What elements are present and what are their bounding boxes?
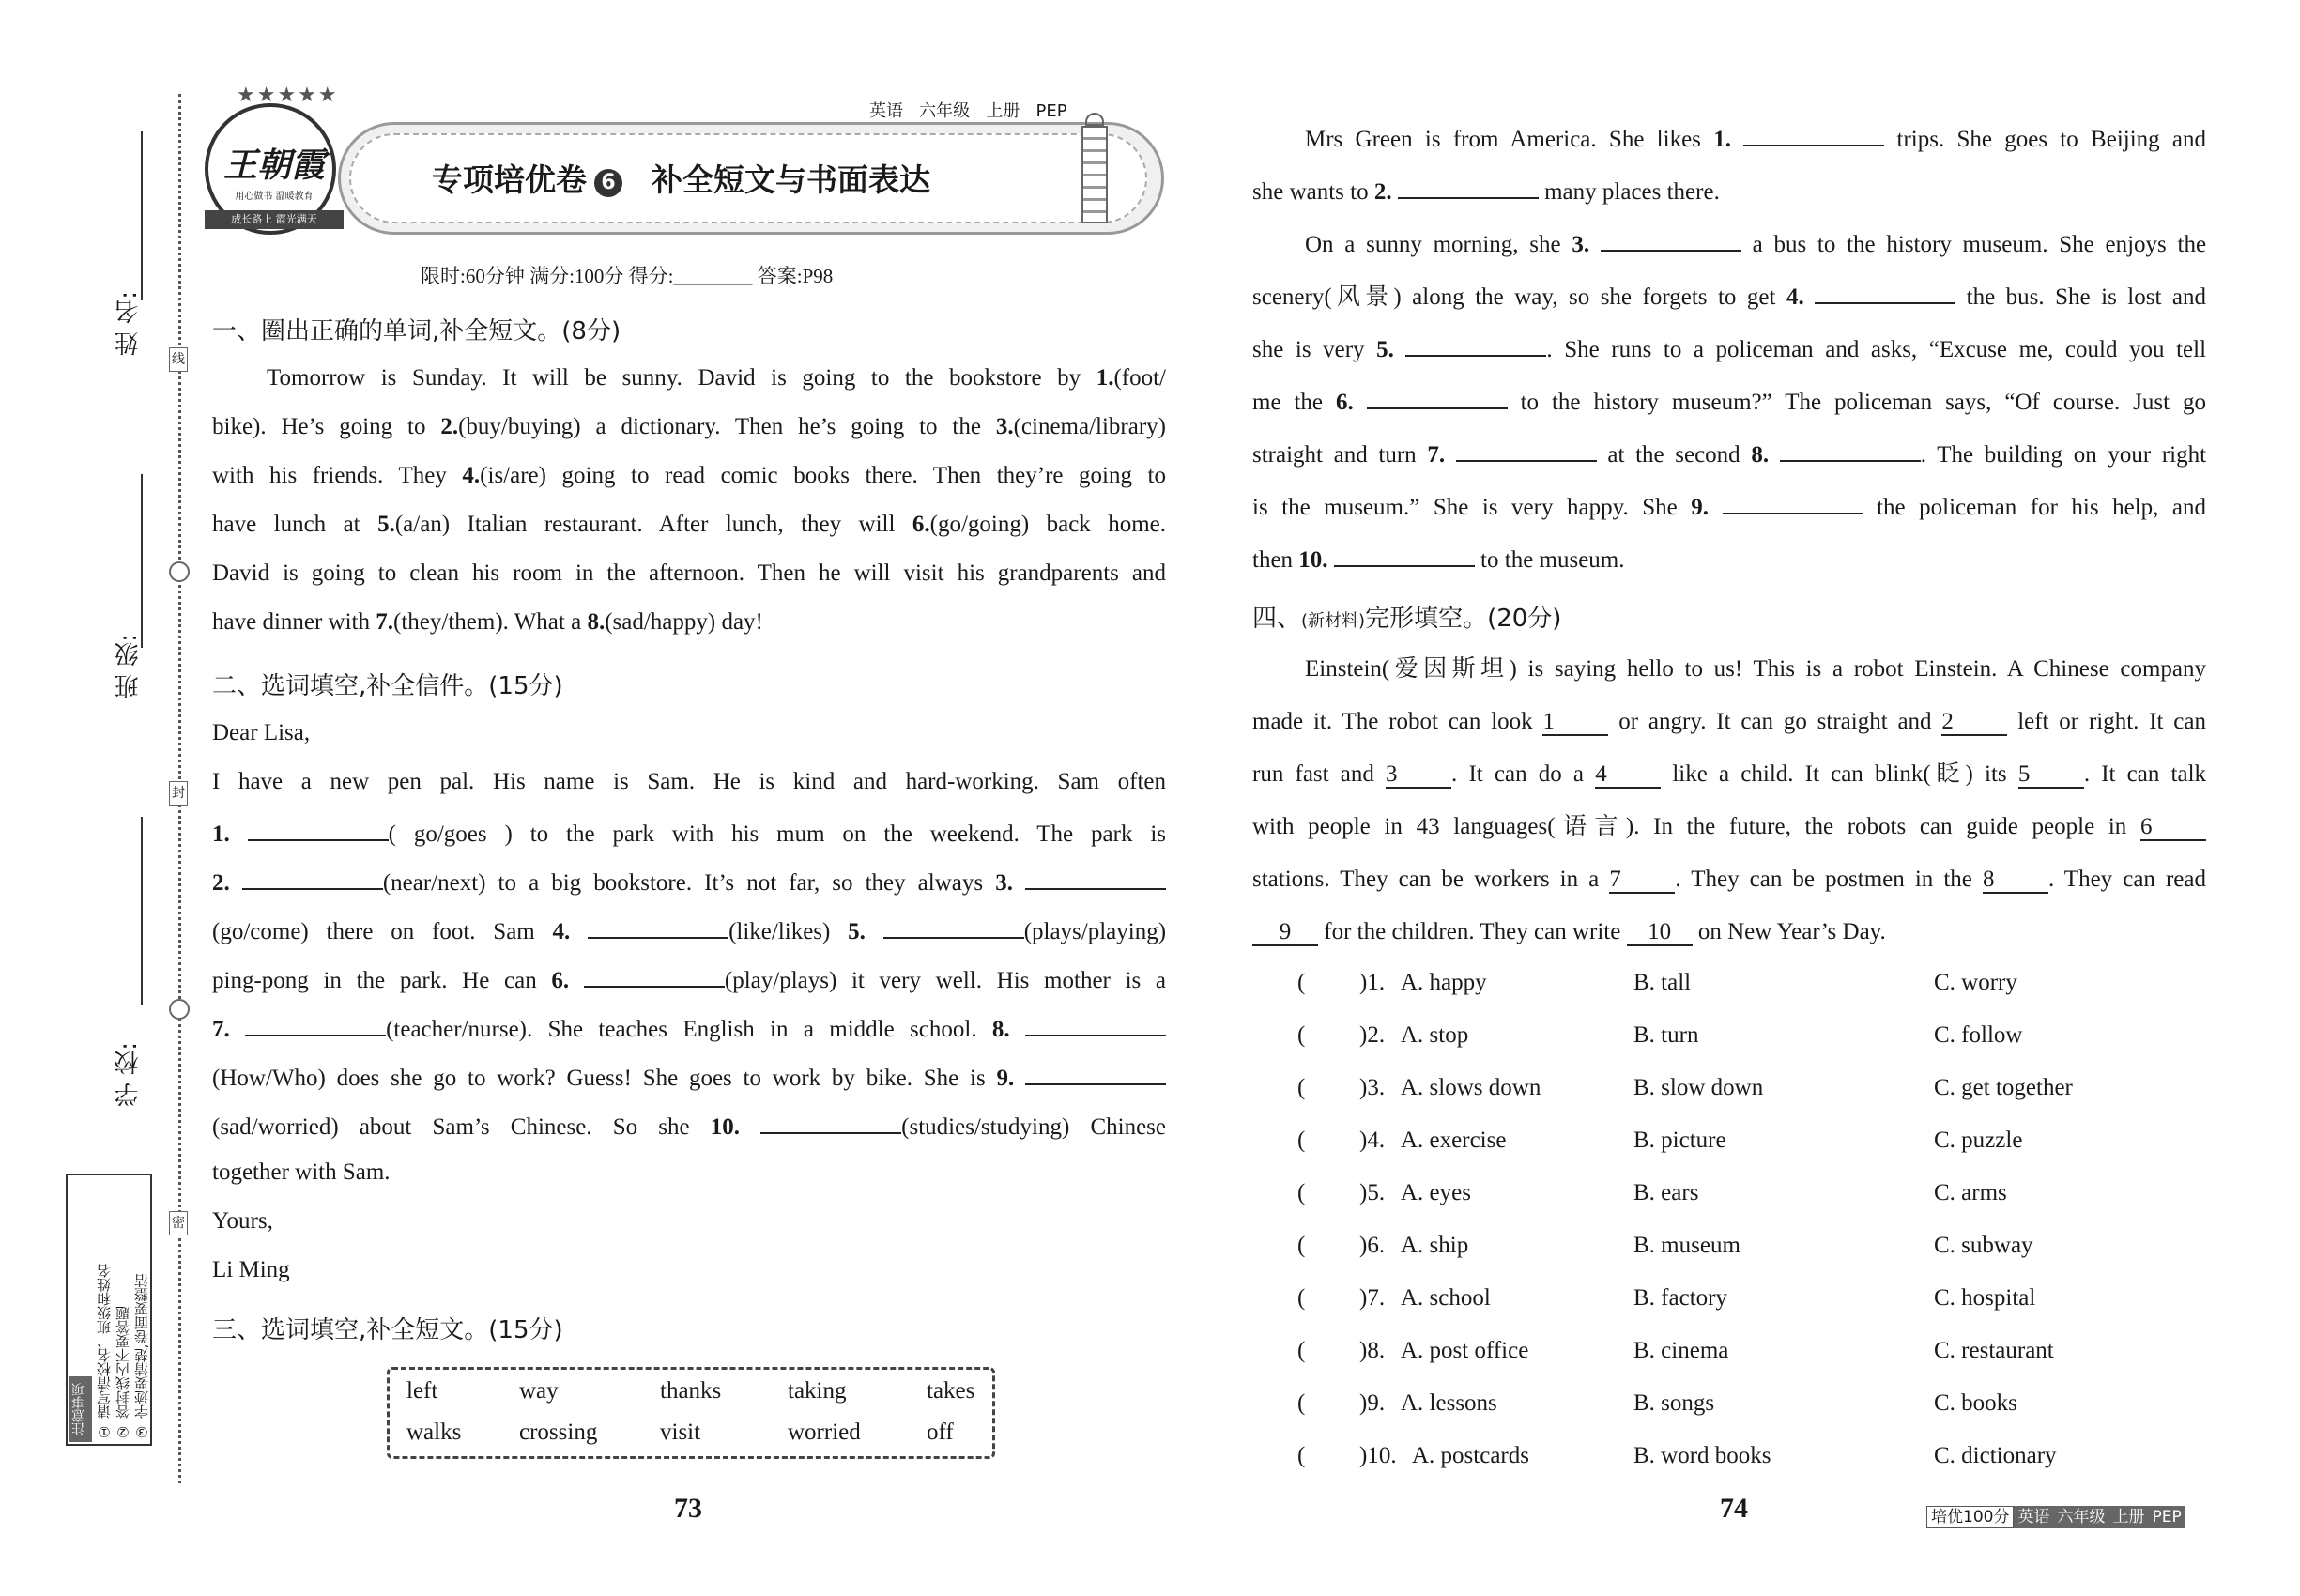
notice-3: ③ 字迹要清楚,卷面要整洁	[133, 1273, 150, 1440]
answer-paren[interactable]: (	[1297, 1285, 1306, 1311]
s3-line1	[1305, 122, 2206, 154]
cloze-blank[interactable]: 1	[1542, 710, 1608, 736]
blank-number: 2.	[212, 870, 230, 896]
blank-number: 8.	[1751, 442, 1770, 468]
s2-text: (go/come) there on foot. Sam	[212, 919, 535, 944]
s4-line1: Einstein(爱因斯坦) is saying hello to us! This is a robot Einstein. A Chinese company	[1305, 656, 2206, 682]
s2-closing: Yours,	[212, 1208, 273, 1234]
footer-tag: 英语	[2014, 1506, 2053, 1528]
option-b: B. factory	[1633, 1285, 1727, 1311]
meta-grade: 六年级	[919, 101, 971, 121]
option-a: A. school	[1401, 1285, 1491, 1311]
s3-text: many places there.	[1544, 179, 1720, 205]
answer-blank[interactable]	[1025, 1061, 1166, 1085]
option-c: C. hospital	[1934, 1285, 2036, 1311]
answer-blank[interactable]	[1405, 332, 1546, 357]
answer-blank[interactable]	[760, 1110, 901, 1134]
s4-heading-tag: (新材料)	[1301, 611, 1366, 631]
seal-mark-mid: 封	[169, 781, 188, 806]
answer-paren[interactable]: (	[1297, 1338, 1306, 1363]
question-number: )6.	[1359, 1233, 1386, 1258]
blank-number: 9.	[996, 1066, 1015, 1091]
answer-paren[interactable]: (	[1297, 970, 1306, 995]
question-number: )3.	[1359, 1075, 1386, 1100]
s3-text: she is very	[1252, 337, 1365, 362]
s3-text: she wants to	[1252, 179, 1369, 205]
answer-paren[interactable]: (	[1297, 1075, 1306, 1100]
page-number-right: 74	[1720, 1493, 1748, 1524]
s3-line9	[1252, 543, 1625, 575]
option-a: A. exercise	[1401, 1128, 1507, 1153]
s4-text: made it. The robot can look	[1252, 709, 1533, 734]
s4-text: . It can talk	[2083, 761, 2207, 787]
option-c: C. books	[1934, 1390, 2017, 1416]
s3-text: to the museum.	[1480, 547, 1625, 573]
s3-line3	[1305, 227, 2206, 259]
answer-paren[interactable]: (	[1297, 1128, 1306, 1153]
s2-line6	[212, 1012, 1166, 1044]
cloze-blank[interactable]: 5	[2018, 762, 2084, 789]
s3-text: to the history museum?” The policeman says, “Of course. Just go	[1520, 390, 2206, 415]
s2-line4	[212, 914, 1166, 946]
option-a: A. ship	[1401, 1233, 1469, 1258]
word-item: way	[519, 1378, 559, 1404]
answer-paren[interactable]: (	[1297, 1443, 1306, 1468]
s4-text: stations. They can be workers in a	[1252, 867, 1600, 892]
brand-logo	[205, 83, 339, 235]
s3-line6	[1252, 385, 2206, 417]
brand-ribbon: 成长路上 霞光满天	[205, 210, 344, 229]
s2-text: (studies/studying) Chinese	[901, 1114, 1167, 1140]
s2-text: (near/next) to a big bookstore. It’s not far, so they always	[382, 870, 984, 896]
word-item: crossing	[519, 1420, 598, 1445]
blank-number: 9.	[1691, 495, 1709, 520]
blank-number: 3.	[995, 414, 1014, 439]
s2-text: ( go/goes ) to the park with his mum on the weekend. The park is	[388, 821, 1166, 847]
option-b: B. tall	[1633, 970, 1692, 995]
seal-mark-bottom: 密	[169, 1211, 188, 1235]
blank-number: 6.	[551, 968, 570, 993]
option-c: C. dictionary	[1934, 1443, 2057, 1468]
exam-limits: 限时:60分钟 满分:100分 得分:________ 答案:P98	[421, 265, 834, 287]
page-number-left: 73	[674, 1493, 702, 1524]
cloze-blank[interactable]: 2	[1941, 710, 2007, 736]
exam-title	[432, 161, 930, 199]
s3-text: the policeman for his help, and	[1877, 495, 2207, 520]
star-icon: ★★★★★	[237, 83, 339, 106]
option-c: C. worry	[1934, 970, 2017, 995]
option-c: C. get together	[1934, 1075, 2073, 1100]
title-number: 6	[594, 169, 622, 197]
option-c: C. follow	[1934, 1022, 2023, 1048]
s4-line2	[1252, 708, 2206, 736]
option-a: A. happy	[1401, 970, 1487, 995]
word-item: takes	[927, 1378, 975, 1404]
blank-number: 8.	[587, 609, 606, 635]
answer-blank[interactable]	[1743, 122, 1884, 146]
s4-text: for the children. They can write	[1324, 919, 1621, 944]
class-label: 班 级:	[115, 634, 143, 699]
answer-blank[interactable]	[1723, 490, 1863, 514]
s2-heading: 二、选词填空,补全信件。(15分)	[212, 672, 563, 700]
s3-text: Mrs Green is from America. She likes	[1305, 127, 1701, 152]
s3-text: at the second	[1607, 442, 1740, 468]
s1-line6	[212, 608, 763, 637]
footer-tag: 培优100分	[1926, 1506, 2014, 1528]
option-b: B. museum	[1633, 1233, 1740, 1258]
s1-text: with his friends. They	[212, 463, 447, 488]
footer-tag: 上册	[2108, 1506, 2148, 1528]
s2-text: (sad/worried) about Sam’s Chinese. So she	[212, 1114, 690, 1140]
s2-line8	[212, 1110, 1166, 1142]
brand-name: 王朝霞	[222, 146, 325, 185]
s4-text: like a child. It can blink(眨) its	[1672, 761, 2007, 787]
answer-blank[interactable]	[1456, 437, 1597, 462]
word-item: thanks	[660, 1378, 722, 1404]
s3-text: . She runs to a policeman and asks, “Excuse me, could you tell	[1546, 337, 2207, 362]
binding-line-name	[141, 131, 143, 300]
s4-text: . They can read	[2047, 867, 2206, 892]
s2-text: (plays/playing)	[1023, 919, 1167, 944]
option-b: B. turn	[1633, 1022, 1699, 1048]
cloze-blank[interactable]: 4	[1595, 762, 1661, 789]
option-a: A. slows down	[1401, 1075, 1541, 1100]
question-number: )9.	[1359, 1390, 1386, 1416]
answer-blank[interactable]	[1334, 543, 1475, 567]
s1-heading: 一、圈出正确的单词,补全短文。(8分)	[212, 317, 621, 345]
s2-text: (like/likes)	[728, 919, 831, 944]
blank-number: 10.	[1298, 547, 1328, 573]
answer-blank[interactable]	[1815, 280, 1955, 304]
blank-number: 7.	[212, 1017, 230, 1042]
answer-paren[interactable]: (	[1297, 1390, 1306, 1416]
s3-text: On a sunny morning, she	[1305, 232, 1561, 257]
option-a: A. post office	[1401, 1338, 1529, 1363]
answer-blank[interactable]	[1025, 866, 1166, 890]
s2-text: (teacher/nurse). She teaches English in a middle school.	[386, 1017, 977, 1042]
s2-line9: together with Sam.	[212, 1159, 391, 1185]
option-text: (go/going) back home.	[929, 512, 1167, 537]
brand-slogan: 用心做书 温暖教育	[235, 192, 314, 202]
s4-line3	[1252, 760, 2206, 789]
s1-text: bike). He’s going to	[212, 414, 426, 439]
s2-line3	[212, 866, 1166, 898]
word-item: walks	[406, 1420, 462, 1445]
s3-text: is the museum.” She is very happy. She	[1252, 495, 1678, 520]
option-a: A. lessons	[1401, 1390, 1497, 1416]
s3-text: . The building on your right	[1920, 442, 2207, 468]
blank-number: 4.	[552, 919, 571, 944]
option-text: (they/them). What a	[393, 609, 582, 635]
blank-number: 5.	[1376, 337, 1394, 362]
s2-text: (How/Who) does she go to work? Guess! She goes to work by bike. She is	[212, 1066, 986, 1091]
notice-1: ① 请写清校名、班级和姓名	[96, 1264, 113, 1440]
blank-number: 7.	[376, 609, 394, 635]
meta-term: 上册	[986, 101, 1020, 121]
option-text: (sad/happy) day!	[605, 609, 763, 635]
s4-text: . It can do a	[1451, 761, 1585, 787]
answer-blank[interactable]	[1367, 385, 1508, 409]
s3-line5	[1252, 332, 2206, 364]
answer-blank[interactable]	[1601, 227, 1741, 252]
s3-text: trips. She goes to Beijing and	[1896, 127, 2207, 152]
notice-2: ② 答封线内不要答题	[115, 1306, 131, 1440]
s1-line4	[212, 511, 1166, 539]
footer-tag: PEP	[2148, 1506, 2185, 1528]
s3-text: the bus. She is lost and	[1966, 284, 2206, 310]
s4-text: with people in 43 languages(语言). In the future, the robots can guide people in	[1252, 814, 2127, 839]
answer-blank[interactable]	[588, 914, 728, 939]
word-item: off	[927, 1420, 954, 1445]
cloze-blank[interactable]: 8	[1983, 867, 2048, 894]
blank-number: 1.	[1713, 127, 1731, 152]
blank-number: 6.	[1335, 390, 1354, 415]
option-b: B. songs	[1633, 1390, 1715, 1416]
s2-greeting: Dear Lisa,	[212, 720, 311, 745]
question-number: )10.	[1359, 1443, 1397, 1468]
blank-number: 5.	[848, 919, 866, 944]
option-a: A. stop	[1401, 1022, 1469, 1048]
s4-heading-text: 完形填空。(20分)	[1365, 605, 1562, 633]
answer-blank[interactable]	[245, 1012, 386, 1036]
s4-heading	[1252, 605, 1561, 636]
blank-number: 4.	[1786, 284, 1804, 310]
question-number: )5.	[1359, 1180, 1386, 1205]
answer-blank[interactable]	[883, 914, 1024, 939]
s4-line5	[1252, 866, 2206, 894]
s3-heading: 三、选词填空,补全短文。(15分)	[212, 1316, 563, 1344]
title-meta	[869, 98, 1067, 122]
title-main: 补全短文与书面表达	[651, 161, 930, 198]
notice-box	[66, 1174, 152, 1446]
option-a: A. postcards	[1412, 1443, 1529, 1468]
option-text: (a/an) Italian restaurant. After lunch, they will	[394, 512, 896, 537]
blank-number: 4.	[462, 463, 481, 488]
question-number: )2.	[1359, 1022, 1386, 1048]
blank-number: 6.	[912, 512, 930, 537]
s3-line2	[1252, 175, 1720, 207]
blank-number: 2.	[1373, 179, 1392, 205]
question-number: )8.	[1359, 1338, 1386, 1363]
answer-blank[interactable]	[1780, 437, 1921, 462]
option-c: C. restaurant	[1934, 1338, 2054, 1363]
option-a: A. eyes	[1401, 1180, 1471, 1205]
option-text: (cinema/library)	[1013, 414, 1166, 439]
blank-number: 3.	[1572, 232, 1590, 257]
option-text: (buy/buying) a dictionary. Then he’s going to the	[458, 414, 981, 439]
s2-line5	[212, 963, 1166, 995]
s3-text: scenery(风景) along the way, so she forgets to get	[1252, 284, 1776, 310]
option-b: B. picture	[1633, 1128, 1726, 1153]
s3-text: a bus to the history museum. She enjoys the	[1752, 232, 2207, 257]
blank-number: 5.	[377, 512, 395, 537]
blank-number: 1.	[1096, 365, 1114, 391]
word-item: worried	[788, 1420, 861, 1445]
option-text: (is/are) going to read comic books there. Then they’re going to	[480, 463, 1166, 488]
s3-line7	[1252, 437, 2206, 469]
blank-number: 1.	[212, 821, 230, 847]
binding-line-school	[141, 817, 143, 1005]
title-prefix: 专项培优卷	[432, 161, 587, 198]
blank-number: 2.	[440, 414, 459, 439]
cloze-blank[interactable]: 7	[1609, 867, 1675, 894]
cloze-blank[interactable]: 10	[1627, 920, 1693, 946]
cloze-blank[interactable]: 9	[1252, 920, 1318, 946]
s1-line1	[267, 364, 1166, 392]
meta-edition: PEP	[1035, 101, 1067, 121]
s2-line2	[212, 817, 1166, 849]
seal-mark-top: 线	[169, 347, 188, 372]
seal-icon-top	[169, 561, 190, 582]
question-number: )4.	[1359, 1128, 1386, 1153]
option-b: B. word books	[1633, 1443, 1771, 1468]
word-item: taking	[788, 1378, 847, 1404]
lighthouse-icon	[1078, 113, 1112, 225]
s1-line5: David is going to clean his room in the afternoon. Then he will visit his grandparents and	[212, 560, 1166, 586]
seal-icon-bottom	[169, 999, 190, 1020]
s1-line2	[212, 413, 1166, 441]
s1-line3	[212, 462, 1166, 490]
s2-line1: I have a new pen pal. His name is Sam. He is kind and hard-working. Sam often	[212, 769, 1166, 794]
s4-line6	[1252, 918, 1886, 946]
answer-blank[interactable]	[248, 817, 389, 841]
option-c: C. subway	[1934, 1233, 2033, 1258]
option-c: C. arms	[1934, 1180, 2007, 1205]
blank-number: 7.	[1427, 442, 1446, 468]
s2-line7	[212, 1061, 1166, 1093]
s2-text: ping-pong in the park. He can	[212, 968, 537, 993]
footer-tags	[1926, 1506, 2185, 1528]
s2-text: (play/plays) it very well. His mother is a	[724, 968, 1167, 993]
option-text: (foot/	[1113, 365, 1166, 391]
s4-text: on New Year’s Day.	[1697, 919, 1886, 944]
s4-text: or angry. It can go straight and	[1618, 709, 1932, 734]
name-label: 姓 名:	[115, 291, 143, 357]
binding-line-class	[141, 474, 143, 648]
answer-paren[interactable]: (	[1297, 1233, 1306, 1258]
meta-subject: 英语	[869, 101, 903, 121]
school-label: 学 校:	[115, 1042, 143, 1108]
blank-number: 10.	[710, 1114, 740, 1140]
footer-tag: 六年级	[2053, 1506, 2108, 1528]
answer-blank[interactable]	[584, 963, 725, 988]
blank-number: 3.	[995, 870, 1013, 896]
cloze-blank[interactable]: 3	[1386, 762, 1451, 789]
s3-text: then	[1252, 547, 1294, 573]
answer-paren[interactable]: (	[1297, 1180, 1306, 1205]
s1-text: Tomorrow is Sunday. It will be sunny. David is going to the bookstore by	[267, 365, 1081, 391]
s3-line4	[1252, 280, 2206, 312]
answer-blank[interactable]	[1398, 175, 1539, 199]
option-c: C. puzzle	[1934, 1128, 2023, 1153]
s3-text: straight and turn	[1252, 442, 1417, 468]
option-b: B. ears	[1633, 1180, 1699, 1205]
question-number: )1.	[1359, 970, 1386, 995]
s4-text: run fast and	[1252, 761, 1374, 787]
answer-paren[interactable]: (	[1297, 1022, 1306, 1048]
s3-text: me the	[1252, 390, 1324, 415]
question-number: )7.	[1359, 1285, 1386, 1311]
s2-signature: Li Ming	[212, 1257, 290, 1282]
option-b: B. cinema	[1633, 1338, 1729, 1363]
cloze-blank[interactable]: 6	[2140, 815, 2206, 841]
s1-text: have lunch at	[212, 512, 360, 537]
s4-text: . They can be postmen in the	[1675, 867, 1972, 892]
s4-text: left or right. It can	[2017, 709, 2206, 734]
s3-line8	[1252, 490, 2206, 522]
answer-blank[interactable]	[242, 866, 383, 890]
s4-heading-num: 四、	[1252, 605, 1302, 633]
answer-blank[interactable]	[1025, 1012, 1166, 1036]
option-b: B. slow down	[1633, 1075, 1764, 1100]
word-bank	[387, 1367, 995, 1459]
word-item: visit	[660, 1420, 701, 1445]
s4-line4	[1252, 813, 2206, 841]
s1-text: have dinner with	[212, 609, 371, 635]
notice-title: 注意事项	[69, 1376, 92, 1442]
blank-number: 8.	[991, 1017, 1010, 1042]
word-item: left	[406, 1378, 438, 1404]
